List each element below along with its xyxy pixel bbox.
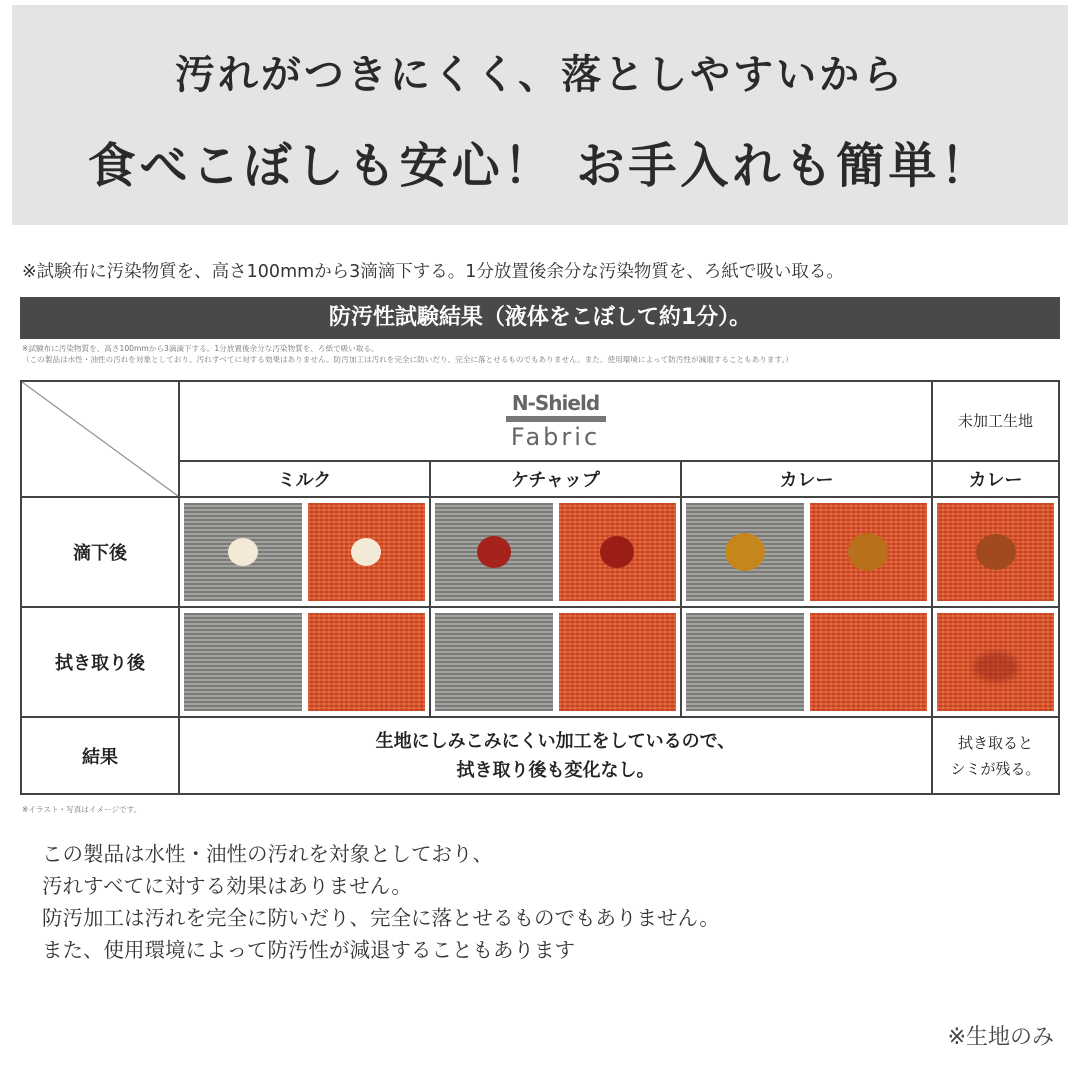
swatch-untreated-curry <box>937 503 1054 601</box>
col-ketchup: ケチャップ <box>430 461 681 497</box>
result-treated: 生地にしみこみにくい加工をしているので、 拭き取り後も変化なし。 <box>179 717 932 794</box>
fabric-only-note: ※生地のみ <box>947 1025 1054 1050</box>
fine-print-2: （この製品は水性・油性の汚れを対象としており、汚れすべてに対する効果はありません。防汚加工は汚れを完全に防いだり、完全に落とせるものでもありません。また、使用環境によって防汚性が減退することもあります。） <box>22 355 793 364</box>
corner-cell <box>21 381 179 497</box>
swatch-orange-ketchup <box>559 503 677 601</box>
swatch-orange-milk <box>308 503 426 601</box>
swatch-grey-milk <box>184 503 302 601</box>
swatch-orange-milk-wiped <box>308 613 426 711</box>
headline-line-2: 食べこぼしも安心！ お手入れも簡単！ <box>87 138 993 194</box>
test-method-note: ※試験布に汚染物質を、高さ100mmから3滴滴下する。1分放置後余分な汚染物質を、ろ紙で吸い取る。 <box>22 262 844 282</box>
swatch-orange-curry-wiped <box>810 613 928 711</box>
headline-line-1: 汚れがつきにくく、落としやすいから <box>174 52 906 98</box>
test-results-table <box>20 380 1060 795</box>
swatch-orange-curry <box>810 503 928 601</box>
swatch-grey-curry <box>686 503 804 601</box>
swatch-grey-milk-wiped <box>184 613 302 711</box>
row-after-drop: 滴下後 <box>21 497 179 607</box>
test-results-title: 防汚性試験結果（液体をこぼして約1分）。 <box>20 297 1060 339</box>
fine-print-1: ※試験布に汚染物質を、高さ100mmから3滴滴下する。1分放置後余分な汚染物質を、ろ紙で吸い取る。 <box>22 344 379 353</box>
swatch-untreated-curry-wiped <box>937 613 1054 711</box>
row-after-wipe: 拭き取り後 <box>21 607 179 717</box>
row-result: 結果 <box>21 717 179 794</box>
swatch-grey-curry-wiped <box>686 613 804 711</box>
nshield-logo: N-Shield Fabric <box>179 381 932 461</box>
untreated-header: 未加工生地 <box>932 381 1059 461</box>
result-untreated: 拭き取ると シミが残る。 <box>932 717 1059 794</box>
col-untreated-curry: カレー <box>932 461 1059 497</box>
col-milk: ミルク <box>179 461 430 497</box>
disclaimer: この製品は水性・油性の汚れを対象としており、 汚れすべてに対する効果はありません。 防汚加工は汚れを完全に防いだり、完全に落とせるものでもありません。 また、使用環境によって防汚性が減退することもあります <box>42 842 720 962</box>
headline-banner <box>12 5 1068 225</box>
swatch-grey-ketchup <box>435 503 553 601</box>
col-curry: カレー <box>681 461 932 497</box>
image-note: ※イラスト・写真はイメージです。 <box>22 805 142 814</box>
swatch-orange-ketchup-wiped <box>559 613 677 711</box>
swatch-grey-ketchup-wiped <box>435 613 553 711</box>
